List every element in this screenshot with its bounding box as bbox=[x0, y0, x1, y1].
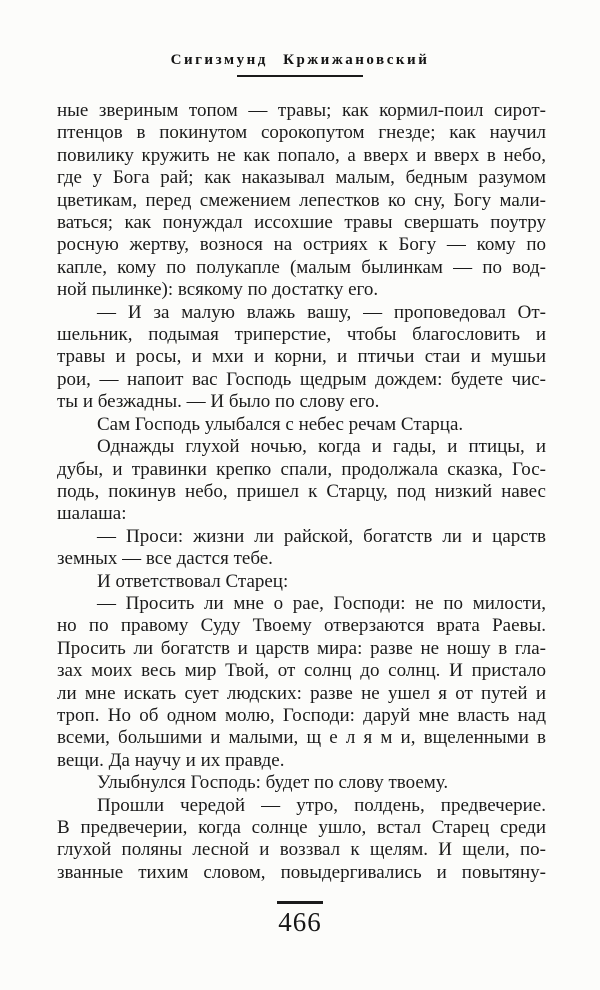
text-line: капле, кому по полукапле (малым былинкам — по вод- bbox=[57, 256, 546, 278]
text-line: рои, — напоит вас Господь щедрым дождем: будете чис- bbox=[57, 368, 546, 390]
text-line: земных — все дастся тебе. bbox=[57, 548, 273, 570]
text-line: птенцов в покинутом сорокопутом гнезде; как научил bbox=[57, 122, 546, 144]
text-line: И ответствовал Старец: bbox=[97, 570, 289, 592]
text-line: ные звериным топом — травы; как кормил-поил сирот- bbox=[57, 100, 546, 121]
text-line: шалаша: bbox=[57, 503, 127, 525]
text-line: дубы, и травинки крепко спали, продолжала сказка, Гос- bbox=[57, 458, 546, 480]
header-rule bbox=[237, 75, 363, 77]
text-line: Улыбнулся Господь: будет по слову твоему. bbox=[97, 772, 449, 794]
text-line: ваться; как понуждал иссохшие травы свершать поутру bbox=[57, 212, 546, 234]
footer-rule bbox=[277, 901, 323, 904]
text-line: Сам Господь улыбался с небес речам Старца. bbox=[97, 413, 464, 435]
text-line: повилику кружить не как попало, а вверх и вверх в небо, bbox=[57, 144, 546, 166]
text-line: Однажды глухой ночью, когда и гады, и птицы, и bbox=[97, 436, 546, 458]
text-line: цветикам, перед смежением лепестков ко сну, Богу мали- bbox=[57, 189, 546, 211]
body-text bbox=[57, 100, 546, 884]
text-line: троп. Но об одном молю, Господи: даруй мне власть над bbox=[57, 704, 546, 726]
text-line: зах моих весь мир Твой, от солнц до солнц. И пристало bbox=[57, 660, 546, 682]
text-line: где у Бога рай; как наказывал малым, бедным разумом bbox=[57, 167, 546, 189]
running-head-author: Сигизмунд Кржижановский bbox=[170, 52, 430, 68]
text-line: ной пылинке): всякому по достатку его. bbox=[57, 279, 379, 301]
page-number: 466 bbox=[278, 906, 322, 937]
text-line: но по правому Суду Твоему отверзаются врата Раевы. bbox=[57, 615, 546, 637]
text-line: — Проси: жизни ли райской, богатств ли и царств bbox=[97, 525, 546, 547]
text-line: глухой поляны лесной и воззвал к щелям. И щели, по- bbox=[57, 839, 546, 861]
text-line: — Просить ли мне о рае, Господи: не по милости, bbox=[97, 592, 546, 614]
text-line: подь, покинув небо, пришел к Старцу, под низкий навес bbox=[57, 480, 546, 502]
page-footer bbox=[0, 901, 600, 937]
text-line: В предвечерии, когда солнце ушло, встал Старец среди bbox=[57, 817, 546, 838]
text-line: росную жертву, вознося на остриях к Богу — кому по bbox=[57, 234, 546, 256]
text-line: ли мне искать сует людских: разве не ушел я от путей и bbox=[57, 682, 546, 704]
text-line: ты и безжадны. — И было по слову его. bbox=[57, 391, 380, 413]
text-line: званные тихим словом, повыдергивались и повытяну- bbox=[57, 861, 546, 883]
text-line: травы и росы, и мхи и корни, и птичьи стаи и мушьи bbox=[57, 346, 546, 368]
text-line: вещи. Да научу и их правде. bbox=[57, 749, 285, 771]
text-line: Прошли чередой — утро, полдень, предвечерие. bbox=[97, 794, 546, 816]
text-line: — И за малую влажь вашу, — проповедовал От- bbox=[97, 301, 546, 323]
text-line: всеми, большими и малыми, щ е л я м и, вщеленными в bbox=[57, 727, 546, 749]
text-line: Просить ли богатств и царств мира: разве не ношу в гла- bbox=[57, 637, 546, 659]
text-line: шельник, подымая триперстие, чтобы благословить и bbox=[57, 324, 546, 346]
